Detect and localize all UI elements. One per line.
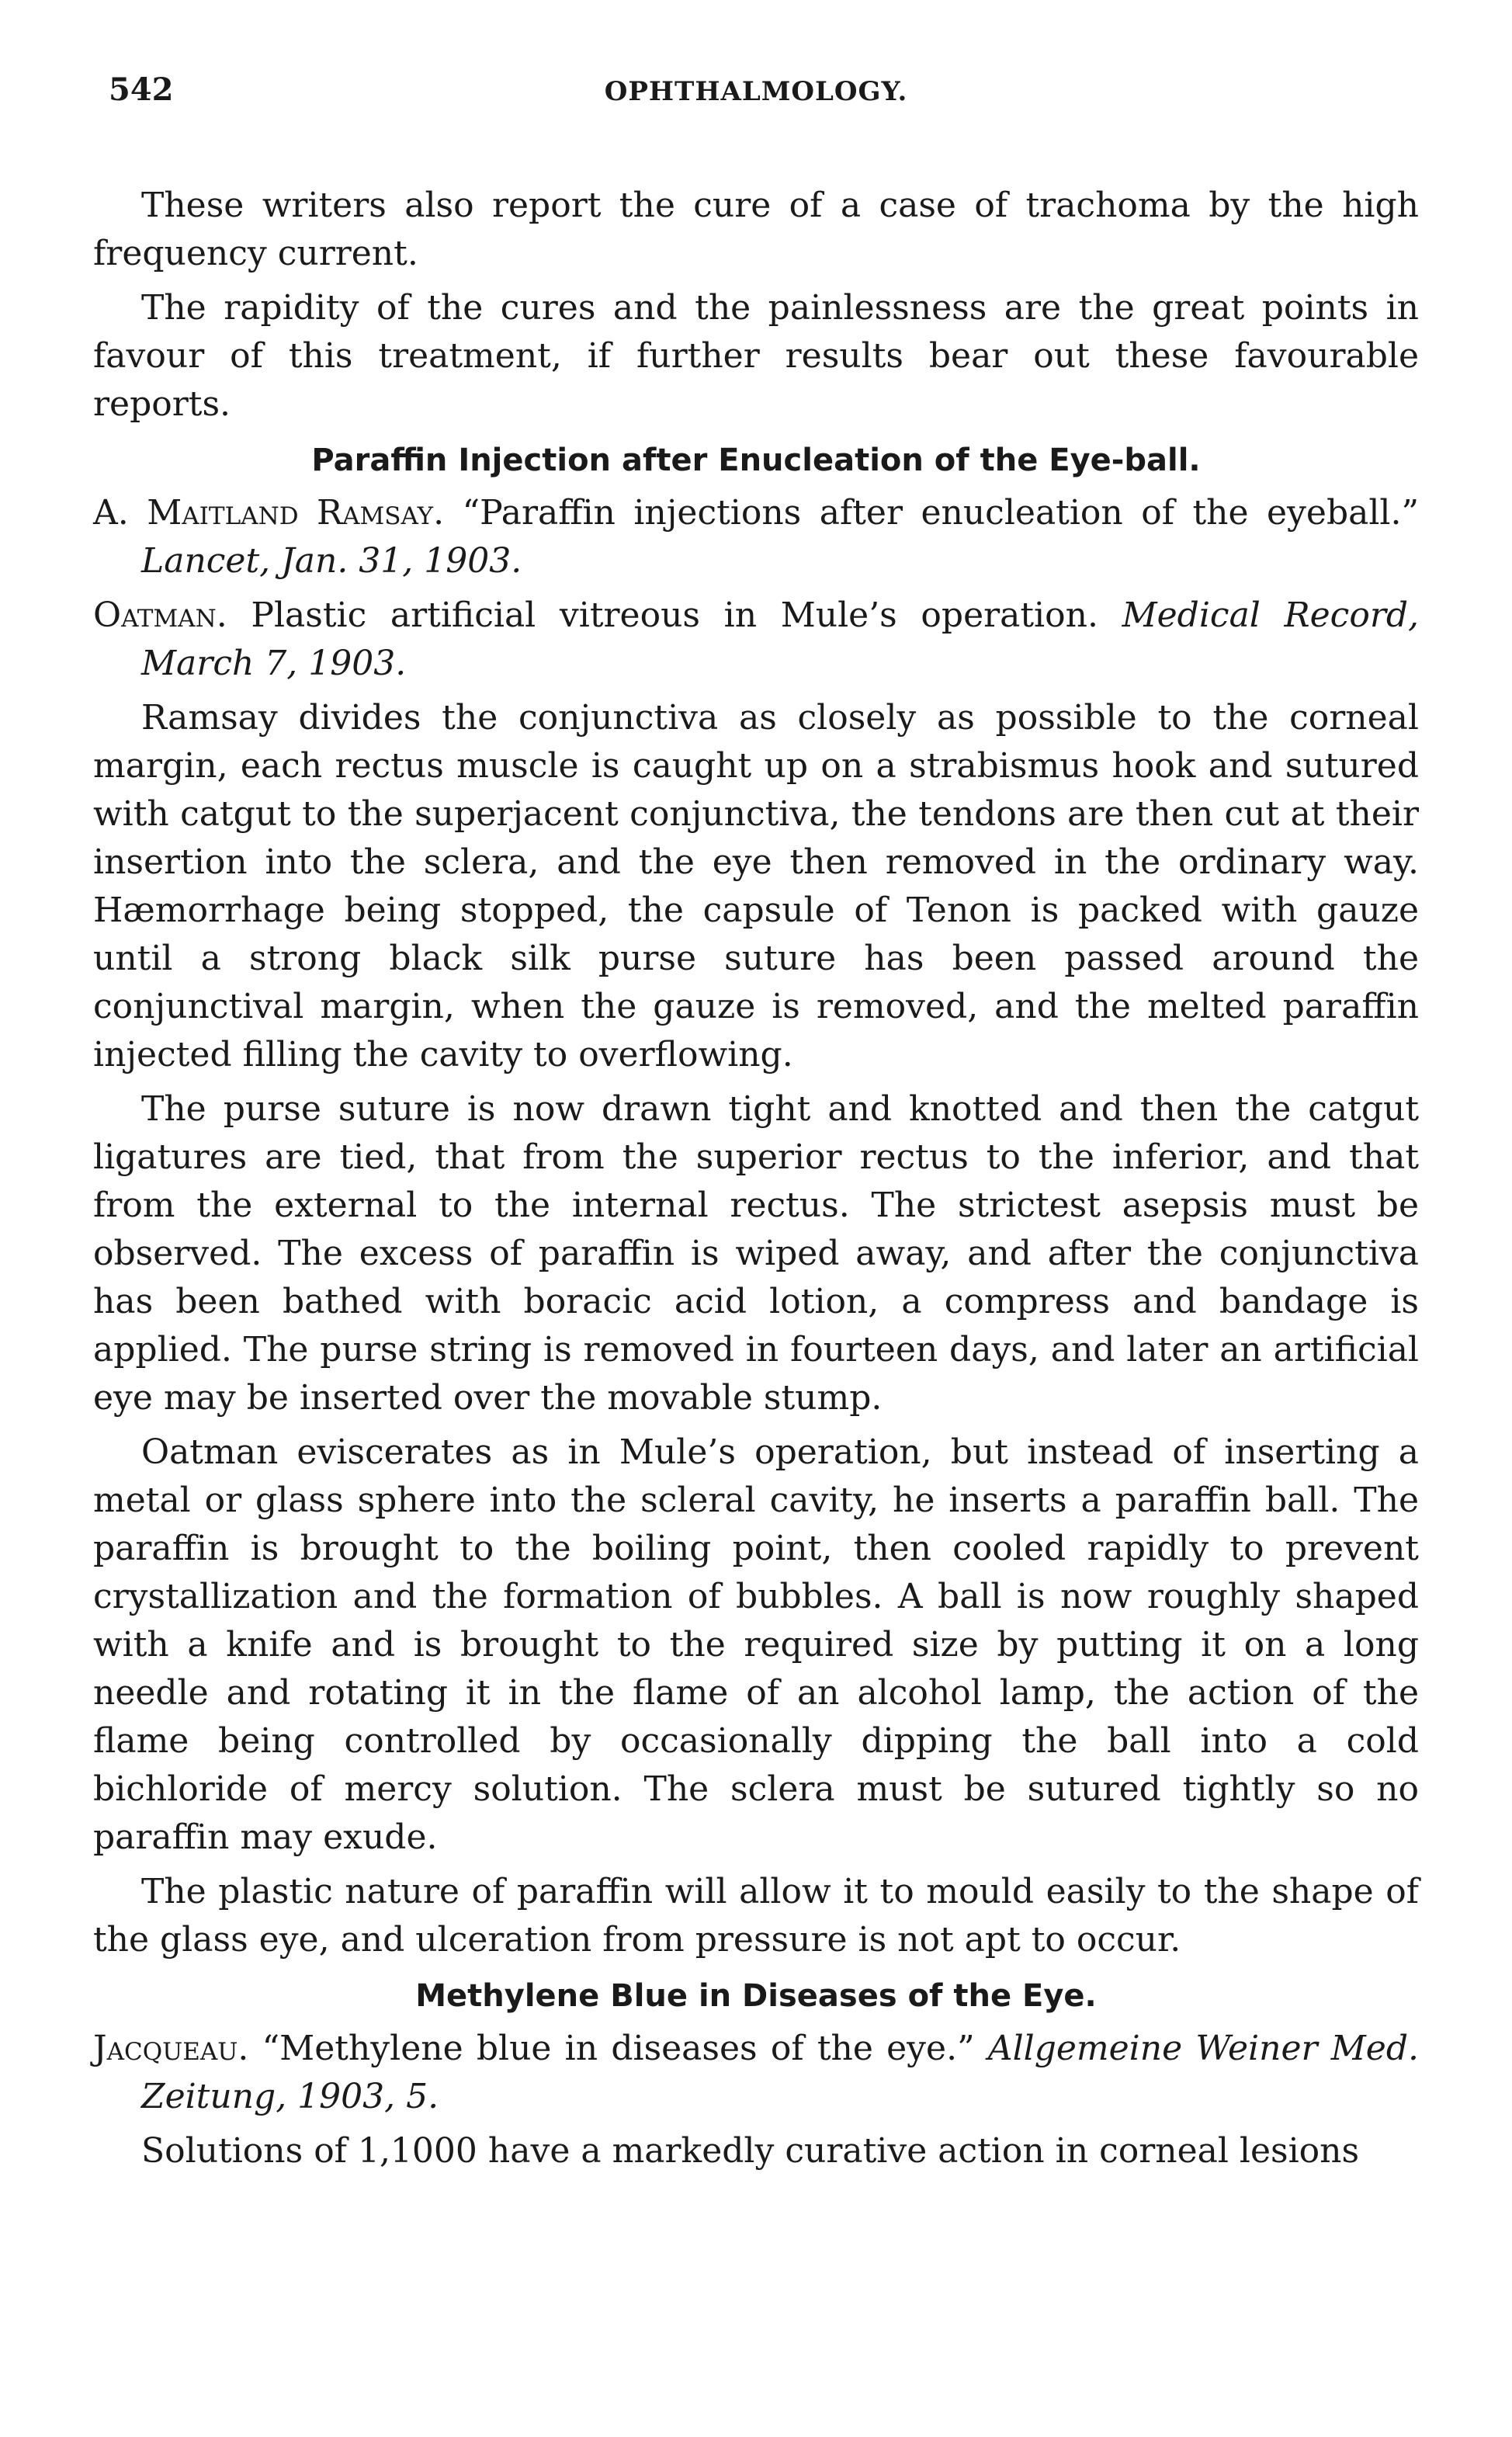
reference-oatman	[93, 592, 1419, 688]
paragraph-purse-suture: The purse suture is now drawn tight and knotted and then the catgut ligatures are tied, that from the superior rectus to the inferior, and that from the external to the internal rectus. The strictest asepsis must be observed. The excess of paraffin is wiped away, and after the conjunctiva has been bathed with boracic acid lotion, a compress and bandage is applied. The purse string is removed in fourteen days, and later an artificial eye may be inserted over the movable stump.	[93, 1089, 1419, 1418]
paragraph-ramsay-method: Ramsay divides the conjunctiva as closely as possible to the corneal margin, each rectus muscle is caught up on a strabismus hook and sutured with catgut to the superjacent conjunctiva, the tendons are then cut at their insertion into the sclera, and the eye then removed in the ordinary way. Hæmorrhage being stopped, the capsule of Tenon is packed with gauze until a strong black silk purse suture has been passed around the conjunctival margin, when the gauze is removed, and the melted paraffin injected filling the cavity to overflowing.	[93, 698, 1419, 1074]
reference-ramsay	[93, 489, 1419, 585]
page-header	[93, 71, 1419, 127]
reference-author: A. Maitland Ramsay.	[93, 493, 445, 533]
paragraph-plastic-nature: The plastic nature of paraffin will allow it to mould easily to the shape of the glass eye, and ulceration from pressure is not apt to occur.	[93, 1872, 1419, 1960]
page-number: 542	[109, 71, 174, 108]
reference-title: Plastic artificial vitreous in Mule’s operation.	[227, 595, 1122, 635]
reference-author: Oatman.	[93, 595, 227, 635]
reference-author: Jacqueau.	[93, 2029, 249, 2068]
reference-title: “Paraffin injections after enucleation of the eyeball.”	[444, 493, 1419, 533]
reference-source: Lancet, Jan. 31, 1903.	[141, 541, 522, 581]
paragraph-oatman-method: Oatman eviscerates as in Mule’s operation, but instead of inserting a metal or glass sphere into the scleral cavity, he inserts a paraffin ball. The paraffin is brought to the boiling point, then cooled rapidly to prevent crystallization and the formation of bubbles. A ball is now roughly shaped with a knife and is brought to the required size by putting it on a long needle and rotating it in the flame of an alcohol lamp, the action of the flame being controlled by occasionally dipping the ball into a cold bichloride of mercy solution. The sclera must be sutured tightly so no paraffin may exude.	[93, 1432, 1419, 1857]
paragraph-rapidity: The rapidity of the cures and the painlessness are the great points in favour of this treatment, if further results bear out these favourable reports.	[93, 288, 1419, 424]
paragraph-solutions: Solutions of 1,1000 have a markedly curative action in corneal lesions	[141, 2131, 1360, 2171]
reference-title: “Methylene blue in diseases of the eye.”	[248, 2029, 988, 2068]
running-title: OPHTHALMOLOGY.	[604, 76, 908, 107]
page-body	[93, 182, 1419, 2175]
reference-source: Allgemeine Weiner Med. Zeitung, 1903, 5.	[141, 2029, 1419, 2116]
reference-jacqueau	[93, 2025, 1419, 2121]
paragraph-trachoma: These writers also report the cure of a case of trachoma by the high frequency current.	[93, 186, 1419, 273]
section-heading-paraffin: Paraffin Injection after Enucleation of the Eye-ball.	[311, 443, 1201, 478]
reference-source: Medical Record, March 7, 1903.	[141, 595, 1420, 683]
section-heading-methylene: Methylene Blue in Diseases of the Eye.	[415, 1978, 1097, 2014]
